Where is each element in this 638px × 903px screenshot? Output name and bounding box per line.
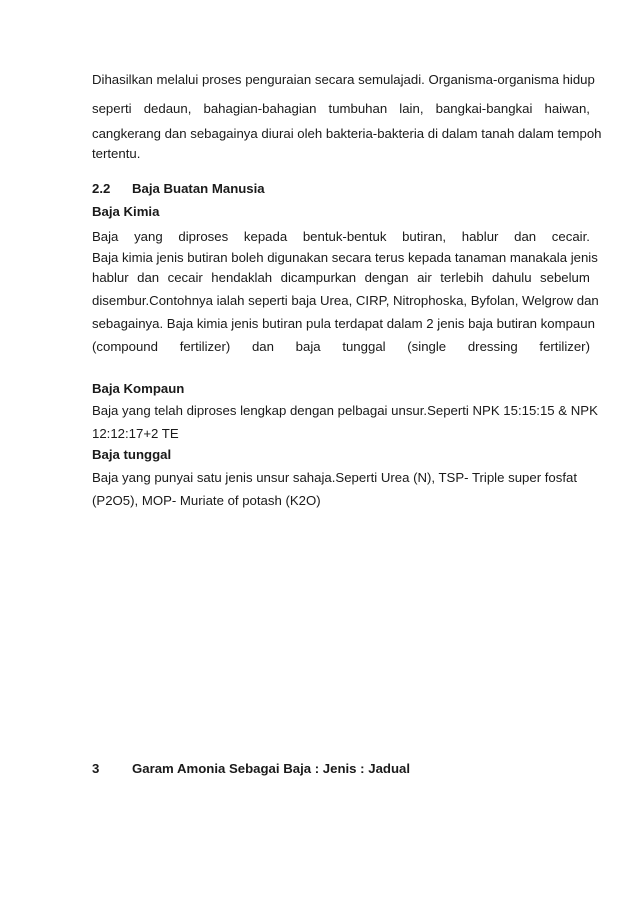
word: dahulu — [491, 270, 532, 285]
word: bangkai-bangkai — [435, 101, 533, 116]
word: seperti — [92, 101, 132, 116]
baja-tunggal-heading: Baja tunggal — [92, 447, 172, 462]
section-3-title: Garam Amonia Sebagai Baja : Jenis : Jadual — [132, 761, 411, 776]
baja-kimia-line-6 — [92, 339, 590, 355]
word: baja — [295, 339, 321, 354]
section-2-2-number: 2.2 — [92, 181, 111, 196]
word: hendaklah — [211, 270, 273, 285]
word: cecair. — [551, 229, 590, 244]
word: tumbuhan — [328, 101, 388, 116]
word: dan — [251, 339, 274, 354]
word: bentuk-bentuk — [302, 229, 387, 244]
baja-kimia-line-1 — [92, 229, 590, 245]
word: tunggal — [342, 339, 386, 354]
word: sebelum — [540, 270, 590, 285]
baja-tunggal-line-1: Baja yang punyai satu jenis unsur sahaja.Seperti Urea (N), TSP- Triple super fosfat — [92, 470, 578, 485]
word: Baja — [92, 229, 119, 244]
word: dengan — [364, 270, 409, 285]
word: (single — [407, 339, 447, 354]
section-3-heading — [92, 761, 590, 777]
word: hablur — [461, 229, 499, 244]
word: kepada — [243, 229, 288, 244]
word: dicampurkan — [280, 270, 357, 285]
word: dan — [137, 270, 160, 285]
baja-kimia-line-4: disembur.Contohnya ialah seperti baja Urea, CIRP, Nitrophoska, Byfolan, Welgrow dan — [92, 293, 599, 308]
word: hablur — [92, 270, 129, 285]
word: fertilizer) — [179, 339, 231, 354]
word: (compound — [92, 339, 158, 354]
section-3-number: 3 — [92, 761, 100, 776]
word: lain, — [399, 101, 424, 116]
section-2-2-title: Baja Buatan Manusia — [132, 181, 265, 196]
intro-line-3: cangkerang dan sebagainya diurai oleh bakteria-bakteria di dalam tanah dalam tempoh — [92, 126, 602, 141]
section-2-2-heading — [92, 181, 590, 197]
word: terlebih — [440, 270, 484, 285]
word: air — [417, 270, 432, 285]
word: haiwan, — [544, 101, 590, 116]
baja-kompaun-line-1: Baja yang telah diproses lengkap dengan pelbagai unsur.Seperti NPK 15:15:15 & NPK — [92, 403, 598, 418]
baja-tunggal-line-2: (P2O5), MOP- Muriate of potash (K2O) — [92, 493, 321, 508]
word: cecair — [167, 270, 203, 285]
intro-line-2 — [92, 101, 590, 117]
baja-kimia-line-5: sebagainya. Baja kimia jenis butiran pula terdapat dalam 2 jenis baja butiran kompaun — [92, 316, 595, 331]
baja-kompaun-line-2: 12:12:17+2 TE — [92, 426, 179, 441]
word: dedaun, — [143, 101, 192, 116]
word: yang — [134, 229, 163, 244]
intro-line-1: Dihasilkan melalui proses penguraian secara semulajadi. Organisma-organisma hidup — [92, 72, 595, 87]
word: butiran, — [402, 229, 447, 244]
intro-line-4: tertentu. — [92, 146, 141, 161]
baja-kimia-line-2: Baja kimia jenis butiran boleh digunakan secara terus kepada tanaman manakala jenis — [92, 250, 598, 265]
word: bahagian-bahagian — [203, 101, 317, 116]
baja-kimia-heading: Baja Kimia — [92, 204, 160, 219]
baja-kompaun-heading: Baja Kompaun — [92, 381, 185, 396]
baja-kimia-line-3 — [92, 270, 590, 286]
word: dressing — [467, 339, 518, 354]
word: fertilizer) — [539, 339, 590, 354]
word: diproses — [178, 229, 229, 244]
word: dan — [514, 229, 537, 244]
